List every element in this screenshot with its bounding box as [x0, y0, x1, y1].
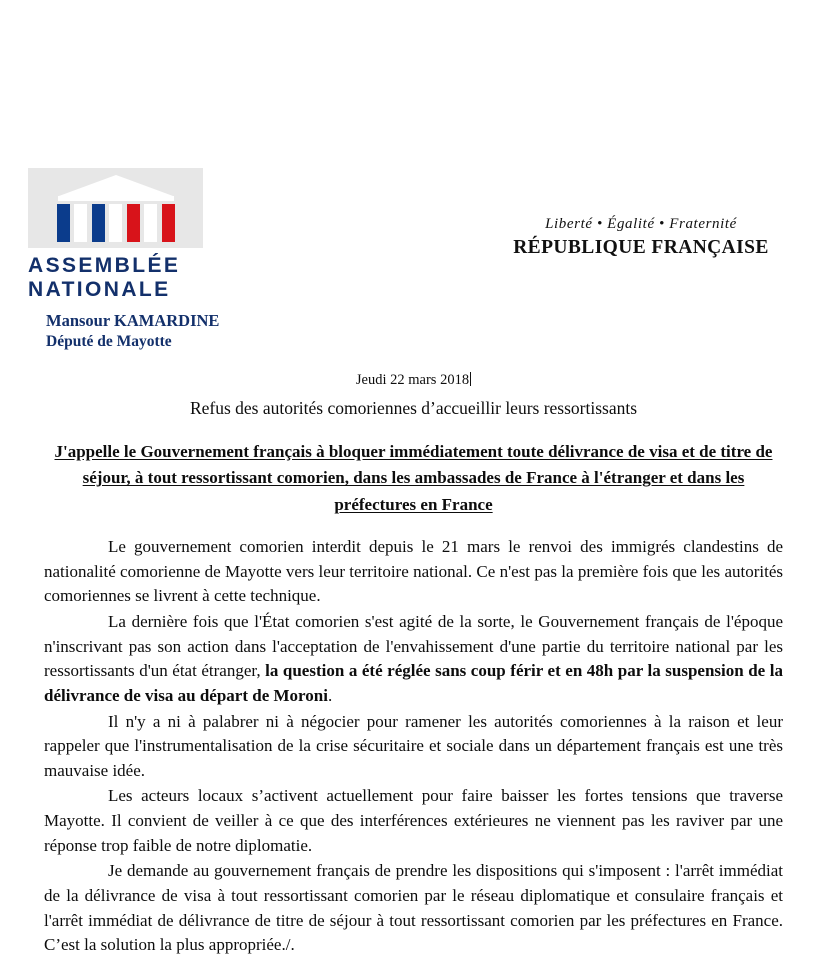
- paragraph-text: .: [327, 685, 333, 705]
- column-red-1: [127, 204, 140, 242]
- logo-wordmark-line2: NATIONALE: [28, 277, 171, 301]
- deputy-block: [46, 310, 219, 353]
- document-subject: Refus des autorités comoriennes d’accueillir leurs ressortissants: [189, 398, 638, 418]
- column-white-1: [74, 204, 87, 242]
- document-paragraph: [44, 535, 783, 609]
- column-blue: [57, 204, 70, 242]
- document-paragraph: [44, 610, 783, 709]
- republic-block: [491, 216, 791, 259]
- paragraph-text: Le gouvernement comorien interdit depuis le 21 mars le renvoi des immigrés clandestins de nationalité comorienne de Mayotte vers leur territoire national. Ce n'est pas la première fois que les autorités comoriennes se livrent à cette technique.: [44, 537, 783, 606]
- pediment-shape: [59, 175, 173, 196]
- document-paragraph: [44, 859, 783, 958]
- assembly-building-icon: [28, 168, 203, 248]
- letterhead: [0, 168, 827, 351]
- paragraph-text: Les acteurs locaux s’activent actuellement pour faire baisser les fortes tensions que traverse Mayotte. Il convient de veiller à ce que des interférences extérieures ne viennent pas les raviver par une réponse trop faible de notre diplomatie.: [44, 786, 783, 855]
- logo-wordmark: [28, 254, 228, 301]
- paragraph-text: Je demande au gouvernement français de prendre les dispositions qui s'imposent : l'arrêt immédiat de la délivrance de visa à tout ressortissant comorien par le réseau diplomatique et consulaire français et l'arrêt immédiat de délivrance de titre de séjour à tout ressortissant comorien par les préfectures en France. C’est la solution la plus appropriée./.: [44, 861, 783, 955]
- column-white-2: [109, 204, 122, 242]
- paragraph-text: Il n'y a ni à palabrer ni à négocier pour ramener les autorités comoriennes à la raison et leur rappeler que l'instrumentalisation de la crise sécuritaire et sociale dans un département français est une très mauvaise idée.: [44, 711, 783, 780]
- document-title: J'appelle le Gouvernement français à bloquer immédiatement toute délivrance de visa et de titre de séjour, à tout ressortissant comorien, dans les ambassades de France à l'étranger et dans les préfectures en France: [54, 442, 773, 514]
- republic-motto: Liberté • Égalité • Fraternité: [545, 216, 737, 232]
- deputy-name: Mansour KAMARDINE: [46, 311, 220, 330]
- republic-name: RÉPUBLIQUE FRANÇAISE: [513, 237, 769, 258]
- column-red-2: [162, 204, 175, 242]
- text-caret: [470, 372, 471, 386]
- deputy-role: Député de Mayotte: [46, 333, 172, 351]
- document-date: Jeudi 22 mars 2018: [355, 372, 470, 388]
- document-paragraph: [44, 784, 783, 858]
- column-white-3: [144, 204, 157, 242]
- logo-wordmark-line1: ASSEMBLÉE: [28, 254, 181, 277]
- document-date-line: [44, 372, 783, 389]
- document-paragraphs: [44, 535, 783, 958]
- column-blue-2: [92, 204, 105, 242]
- assemblee-nationale-logo: [28, 168, 228, 301]
- paragraph-emphasis: la question a été réglée sans coup férir et en 48h par la suspension de la délivrance de visa au départ de Moroni: [44, 661, 783, 705]
- document-paragraph: [44, 710, 783, 784]
- document-body: [0, 372, 827, 958]
- paragraph-text: La dernière fois que l'État comorien s'est agité de la sorte, le Gouvernement français de l'époque n'inscrivant pas son action dans l'acceptation de l'envahissement d'une partie du territoire national par les ressortissants d'un état étranger,: [44, 611, 783, 681]
- entablature-shape: [58, 196, 174, 201]
- columns-group: [57, 204, 175, 242]
